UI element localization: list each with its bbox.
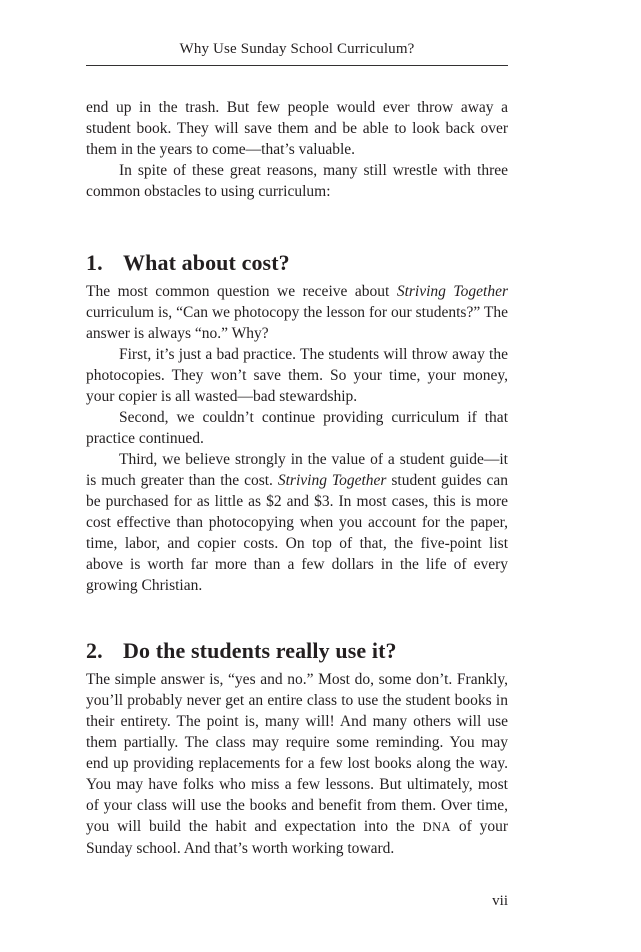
paragraph: [86, 449, 508, 596]
section-cost-heading: [86, 250, 508, 276]
paragraph: [86, 160, 508, 202]
page-number: vii: [492, 893, 508, 909]
italic-text: Striving Together: [396, 283, 508, 300]
body-text: curriculum is, “Can we photocopy the lesson for our students?” The answer is always “no.” Why?: [86, 304, 508, 342]
paragraph: [86, 97, 508, 160]
body-text: Third, we believe strongly in the value of a student guide—it is much greater than the cost.: [86, 451, 508, 489]
running-head-text: Why Use Sunday School Curriculum?: [179, 41, 415, 57]
section-number: 2.: [86, 638, 103, 663]
section-title: What about cost?: [123, 250, 290, 275]
italic-text: Striving Together: [277, 472, 387, 489]
paragraph: [86, 407, 508, 449]
section-students-use: [86, 638, 508, 859]
section-students-use-paragraphs: [86, 669, 508, 859]
running-head: [86, 39, 508, 66]
paragraph: [86, 281, 508, 344]
body-text: Second, we couldn’t continue providing curriculum if that practice continued.: [86, 409, 508, 447]
paragraph: [86, 669, 508, 859]
body-text: end up in the trash. But few people would ever throw away a student book. They will save them and be able to look back over them in the years to come—that’s valuable.: [86, 99, 508, 158]
body-text: student guides can be purchased for as little as $2 and $3. In most cases, this is more cost effective than photocopying when you account for the paper, time, labor, and copier costs. On top of that, the five-point list above is worth far more than a few dollars in the life of every growing Christian.: [86, 472, 508, 594]
intro-paragraphs: [86, 97, 508, 202]
section-cost: [86, 250, 508, 596]
body-text: The simple answer is, “yes and no.” Most do, some don’t. Frankly, you’ll probably never get an entire class to use the student books in their entirety. The point is, many will! And many others will use them partially. The class may require some reminding. You may end up providing replacements for a few lost books along the way. You may have folks who miss a few lessons. But ultimately, most of your class will use the books and benefit from them. Over time, you will build the habit and expectation into the: [86, 671, 508, 835]
section-students-use-heading: [86, 638, 508, 664]
text-column: [86, 0, 508, 859]
body-text: of your Sunday school. And that’s worth working toward.: [86, 818, 508, 857]
section-title: Do the students really use it?: [123, 638, 397, 663]
small-caps-text: DNA: [422, 820, 451, 834]
body-text: The most common question we receive about: [86, 283, 397, 300]
body-text: In spite of these great reasons, many still wrestle with three common obstacles to using curriculum:: [86, 162, 508, 200]
paragraph: [86, 344, 508, 407]
section-number: 1.: [86, 250, 103, 275]
body-text: First, it’s just a bad practice. The students will throw away the photocopies. They won’t save them. So your time, your money, your copier is all wasted—bad stewardship.: [86, 346, 508, 405]
section-cost-paragraphs: [86, 281, 508, 596]
